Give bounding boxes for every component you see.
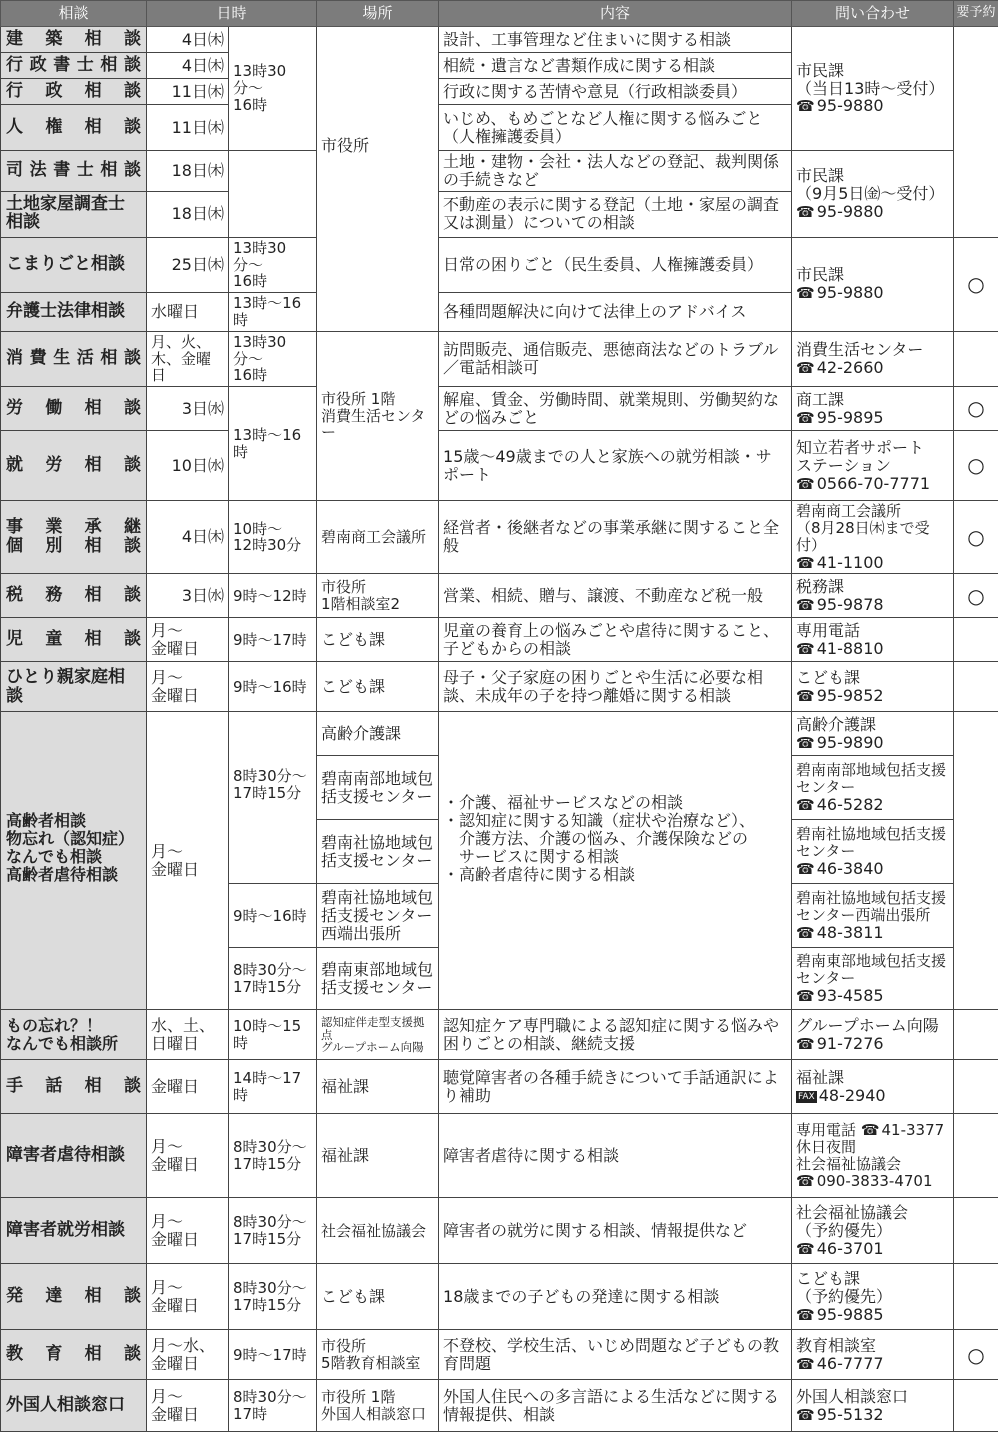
place-cell: 市役所 5階教育相談室 [317, 1330, 439, 1380]
content-cell: 不動産の表示に関する登記（土地・家屋の調査又は測量）についての相談 [439, 191, 792, 237]
contact-name: 碧南東部地域包括支援 センター [796, 953, 949, 987]
contact-phone: ☎ 95-9880 [796, 203, 949, 221]
content-cell: 相続・遺言など書類作成に関する相談 [439, 53, 792, 79]
contact-name: 高齢介護課 [796, 716, 949, 734]
category-cell: 弁護士法律相談 [1, 293, 147, 332]
place-cell: 市役所 1階 消費生活センター [317, 331, 439, 500]
contact-name: 福祉課 [796, 1069, 949, 1087]
reservation-mark: ○ [954, 237, 998, 331]
reservation-cell [954, 1198, 998, 1264]
reservation-cell [954, 1010, 998, 1060]
contact-cell [792, 1198, 954, 1264]
contact-name: こども課 [796, 669, 949, 687]
time-cell: 9時〜16時 [229, 662, 317, 712]
table-row [1, 1198, 998, 1264]
reservation-mark: ○ [954, 574, 998, 618]
place-cell: 高齢介護課 [317, 712, 439, 756]
date-cell: 月〜 金曜日 [147, 1198, 229, 1264]
reservation-cell [954, 662, 998, 712]
table-row [1, 1060, 998, 1114]
content-cell: 日常の困りごと（民生委員、人権擁護委員） [439, 237, 792, 292]
place-cell: 市役所 [317, 27, 439, 332]
contact-phone: ☎ 41-8810 [796, 640, 949, 658]
category-cell: こまりごと相談 [1, 237, 147, 292]
date-cell: 月〜 金曜日 [147, 662, 229, 712]
contact-phone: ☎ 91-7276 [796, 1035, 949, 1053]
contact-name: 専用電話 [796, 622, 949, 640]
header-content: 内容 [439, 1, 792, 27]
category-cell: 高齢者相談 物忘れ（認知症） なんでも相談 高齢者虐待相談 [1, 712, 147, 1010]
contact-phone: ☎ 95-9890 [796, 734, 949, 752]
contact-phone: ☎ 41-3377 [861, 1121, 944, 1139]
content-cell: 解雇、賃金、労働時間、就業規則、労働契約などの悩みごと [439, 387, 792, 431]
content-cell: 児童の養育上の悩みごとや虐待に関すること、子どもからの相談 [439, 618, 792, 662]
table-row [1, 431, 998, 501]
time-cell: 14時〜17時 [229, 1060, 317, 1114]
date-cell: 18日㈭ [147, 151, 229, 192]
contact-cell [792, 387, 954, 431]
date-cell: 25日㈭ [147, 237, 229, 292]
contact-name: グループホーム向陽 [796, 1017, 949, 1035]
contact-phone: ☎ 46-3840 [796, 860, 949, 878]
category-cell: 就 労 相 談 [6, 456, 141, 475]
content-cell: 設計、工事管理など住まいに関する相談 [439, 27, 792, 53]
contact-phone: ☎ 95-5132 [796, 1406, 949, 1424]
category-cell: 障害者就労相談 [1, 1198, 147, 1264]
reservation-cell [954, 1264, 998, 1330]
reservation-cell [954, 712, 998, 1010]
content-cell: 訪問販売、通信販売、悪徳商法などのトラブル／電話相談可 [439, 331, 792, 386]
contact-cell [792, 1060, 954, 1114]
content-cell: ・介護、福祉サービスなどの相談 ・認知症に関する知識（症状や治療など）、 介護方法、介護の悩み、介護保険などの サービスに関する相談 ・高齢者虐待に関する相談 [439, 712, 792, 1010]
content-cell: 土地・建物・会社・法人などの登記、裁判関係の手続きなど [439, 151, 792, 192]
category-cell: 労 働 相 談 [6, 399, 141, 418]
place-cell: こども課 [317, 618, 439, 662]
category-cell-line2: 個 別 相 談 [6, 537, 141, 556]
contact-cell [792, 1114, 954, 1198]
content-cell: 聴覚障害者の各種手続きについて手話通訳により補助 [439, 1060, 792, 1114]
contact-name: 商工課 [796, 391, 949, 409]
table-row [1, 574, 998, 618]
content-cell: 認知症ケア専門職による認知症に関する悩みや困りごとの相談、継続支援 [439, 1010, 792, 1060]
table-row [1, 331, 998, 386]
contact-phone-2: ☎ 090-3833-4701 [796, 1173, 949, 1190]
category-cell: 外国人相談窓口 [1, 1380, 147, 1432]
category-cell: 消費生活相談 [6, 349, 141, 368]
contact-fax: FAX 48-2940 [796, 1087, 949, 1105]
header-category: 相談 [1, 1, 147, 27]
place-cell: 碧南南部地域包括支援センター [317, 756, 439, 820]
content-cell: 営業、相続、贈与、譲渡、不動産など税一般 [439, 574, 792, 618]
category-cell: 土地家屋調査士相談 [1, 191, 147, 237]
contact-name: 碧南南部地域包括支援 センター [796, 762, 949, 796]
contact-phone: ☎ 42-2660 [796, 359, 949, 377]
content-cell: 18歳までの子どもの発達に関する相談 [439, 1264, 792, 1330]
date-cell: 月〜 金曜日 [147, 712, 229, 1010]
contact-cell [792, 27, 954, 151]
contact-phone: ☎ 41-1100 [796, 554, 949, 572]
category-cell: 事 業 承 継 [6, 518, 141, 537]
place-cell: こども課 [317, 662, 439, 712]
contact-cell [792, 618, 954, 662]
table-row [1, 27, 998, 53]
time-cell: 8時30分〜 17時15分 [229, 948, 317, 1010]
contact-cell [792, 331, 954, 386]
contact-phone: ☎ 93-4585 [796, 987, 949, 1005]
contact-cell [792, 662, 954, 712]
category-cell: 建 築 相 談 [6, 30, 141, 49]
contact-cell [792, 151, 954, 238]
contact-phone: ☎ 95-9885 [796, 1306, 949, 1324]
category-cell: もの忘れ？！ なんでも相談所 [1, 1010, 147, 1060]
date-cell: 11日㈭ [147, 79, 229, 105]
reservation-cell [954, 618, 998, 662]
contact-phone: ☎ 46-5282 [796, 796, 949, 814]
contact-name: 専用電話 [796, 1121, 856, 1139]
table-row [1, 1380, 998, 1432]
place-cell: 碧南社協地域包括支援センター [317, 820, 439, 884]
contact-phone: ☎ 48-3811 [796, 924, 949, 942]
contact-cell [792, 1380, 954, 1432]
contact-cell [792, 501, 954, 574]
contact-phone: ☎ 95-9880 [796, 97, 949, 115]
table-row [1, 501, 998, 574]
time-cell: 8時30分〜 17時 [229, 1380, 317, 1432]
reservation-mark: ○ [954, 1330, 998, 1380]
place-cell: 市役所 1階相談室2 [317, 574, 439, 618]
date-cell: 4日㈭ [147, 53, 229, 79]
time-cell: 10時〜15時 [229, 1010, 317, 1060]
contact-name: 市民課 [796, 266, 949, 284]
content-cell: 15歳〜49歳までの人と家族への就労相談・サポート [439, 431, 792, 501]
category-cell: 障害者虐待相談 [1, 1114, 147, 1198]
contact-cell [792, 712, 954, 756]
date-cell: 3日㈬ [147, 574, 229, 618]
time-cell: 13時〜16時 [229, 387, 317, 501]
date-cell: 4日㈭ [147, 27, 229, 53]
contact-phone: ☎ 46-3701 [796, 1240, 949, 1258]
contact-name: 知立若者サポート ステーション [796, 439, 949, 475]
table-row [1, 1264, 998, 1330]
time-cell: 13時〜16時 [229, 293, 317, 332]
content-cell: 障害者の就労に関する相談、情報提供など [439, 1198, 792, 1264]
contact-cell [792, 820, 954, 884]
table-row [1, 712, 998, 756]
date-cell: 4日㈭ [147, 501, 229, 574]
time-cell: 13時30分〜 16時 [229, 331, 317, 386]
category-cell: ひとり親家庭相談 [1, 662, 147, 712]
reservation-cell [954, 331, 998, 386]
contact-name: 碧南社協地域包括支援 センター [796, 826, 949, 860]
contact-name: 碧南商工会議所 （8月28日㈭まで受付） [796, 503, 949, 553]
category-cell: 行政書士相談 [6, 56, 141, 75]
contact-name: 消費生活センター [796, 341, 949, 359]
time-cell: 8時30分〜 17時15分 [229, 1198, 317, 1264]
contact-name: 市民課 （9月5日㈮〜受付） [796, 167, 949, 203]
time-cell: 9時〜12時 [229, 574, 317, 618]
date-cell: 11日㈭ [147, 105, 229, 151]
table-row [1, 662, 998, 712]
time-cell: 8時30分〜 17時15分 [229, 712, 317, 884]
time-cell: 9時〜17時 [229, 1330, 317, 1380]
content-cell: 経営者・後継者などの事業承継に関すること全般 [439, 501, 792, 574]
contact-name: こども課 （予約優先） [796, 1270, 949, 1306]
time-cell: 9時〜17時 [229, 618, 317, 662]
contact-cell [792, 948, 954, 1010]
content-cell: 外国人住民への多言語による生活などに関する情報提供、相談 [439, 1380, 792, 1432]
contact-cell [792, 237, 954, 331]
contact-cell [792, 431, 954, 501]
date-cell: 月〜 金曜日 [147, 618, 229, 662]
time-cell: 9時〜16時 [229, 884, 317, 948]
contact-name: 市民課 （当日13時〜受付） [796, 62, 949, 98]
time-cell: 8時30分〜 17時15分 [229, 1264, 317, 1330]
contact-name: 社会福祉協議会 （予約優先） [796, 1204, 949, 1240]
table-row [1, 1330, 998, 1380]
date-cell: 月〜水、 金曜日 [147, 1330, 229, 1380]
category-cell: 手 話 相 談 [6, 1077, 141, 1096]
place-cell: こども課 [317, 1264, 439, 1330]
contact-cell [792, 884, 954, 948]
reservation-cell [954, 27, 998, 238]
contact-name-2: 休日夜間 社会福祉協議会 [796, 1139, 949, 1173]
contact-cell [792, 1264, 954, 1330]
place-cell: 市役所 1階 外国人相談窓口 [317, 1380, 439, 1432]
category-cell: 税 務 相 談 [6, 586, 141, 605]
category-cell: 行 政 相 談 [6, 82, 141, 101]
time-cell: 10時〜 12時30分 [229, 501, 317, 574]
contact-cell [792, 1010, 954, 1060]
table-row [1, 1010, 998, 1060]
contact-name: 外国人相談窓口 [796, 1388, 949, 1406]
date-cell: 月〜 金曜日 [147, 1380, 229, 1432]
content-cell: 不登校、学校生活、いじめ問題など子どもの教育問題 [439, 1330, 792, 1380]
date-cell: 月〜 金曜日 [147, 1114, 229, 1198]
place-cell: 碧南東部地域包括支援センター [317, 948, 439, 1010]
contact-name: 教育相談室 [796, 1337, 949, 1355]
table-row [1, 237, 998, 292]
time-cell: 13時30分〜 16時 [229, 237, 317, 292]
contact-phone: ☎ 95-9880 [796, 284, 949, 302]
content-cell: いじめ、もめごとなど人権に関する悩みごと（人権擁護委員） [439, 105, 792, 151]
contact-name: 碧南社協地域包括支援 センター西端出張所 [796, 890, 949, 924]
content-cell: 母子・父子家庭の困りごとや生活に必要な相談、未成年の子を持つ離婚に関する相談 [439, 662, 792, 712]
category-cell: 司法書士相談 [6, 161, 141, 180]
contact-name: 税務課 [796, 578, 949, 596]
date-cell: 水、土、 日曜日 [147, 1010, 229, 1060]
date-cell: 月、火、 木、金曜日 [147, 331, 229, 386]
category-cell: 教 育 相 談 [6, 1345, 141, 1364]
time-cell: 13時30分〜 16時 [229, 27, 317, 151]
table-row [1, 1114, 998, 1198]
reservation-cell [954, 1060, 998, 1114]
reservation-mark: ○ [954, 431, 998, 501]
time-cell: 8時30分〜 17時15分 [229, 1114, 317, 1198]
contact-phone: ☎ 95-9895 [796, 409, 949, 427]
date-cell: 18日㈭ [147, 191, 229, 237]
contact-phone: ☎ 95-9878 [796, 596, 949, 614]
header-place: 場所 [317, 1, 439, 27]
place-cell: 碧南商工会議所 [317, 501, 439, 574]
table-row [1, 387, 998, 431]
content-cell: 障害者虐待に関する相談 [439, 1114, 792, 1198]
contact-phone: ☎ 0566-70-7771 [796, 475, 949, 493]
time-cell-blank [229, 151, 317, 238]
place-cell: 碧南社協地域包括支援センター西端出張所 [317, 884, 439, 948]
table-row [1, 618, 998, 662]
table-row [1, 151, 998, 192]
reservation-mark: ○ [954, 501, 998, 574]
date-cell: 金曜日 [147, 1060, 229, 1114]
contact-phone: ☎ 46-7777 [796, 1355, 949, 1373]
reservation-cell [954, 1114, 998, 1198]
header-row [1, 1, 998, 27]
category-cell: 児 童 相 談 [6, 630, 141, 649]
category-cell: 人 権 相 談 [6, 118, 141, 137]
contact-phone: ☎ 95-9852 [796, 687, 949, 705]
category-cell: 発 達 相 談 [6, 1287, 141, 1306]
date-cell: 水曜日 [147, 293, 229, 332]
contact-cell [792, 574, 954, 618]
contact-cell [792, 1330, 954, 1380]
place-cell: 認知症伴走型支援拠点 グループホーム向陽 [317, 1010, 439, 1060]
reservation-mark: ○ [954, 387, 998, 431]
place-cell: 福祉課 [317, 1060, 439, 1114]
date-cell: 月〜 金曜日 [147, 1264, 229, 1330]
place-cell: 社会福祉協議会 [317, 1198, 439, 1264]
content-cell: 各種問題解決に向けて法律上のアドバイス [439, 293, 792, 332]
date-cell: 10日㈬ [147, 431, 229, 501]
content-cell: 行政に関する苦情や意見（行政相談委員） [439, 79, 792, 105]
header-reservation: 要予約 [954, 1, 998, 27]
header-datetime: 日時 [147, 1, 317, 27]
place-cell: 福祉課 [317, 1114, 439, 1198]
contact-cell [792, 756, 954, 820]
reservation-cell [954, 1380, 998, 1432]
date-cell: 3日㈬ [147, 387, 229, 431]
header-contact: 問い合わせ [792, 1, 954, 27]
